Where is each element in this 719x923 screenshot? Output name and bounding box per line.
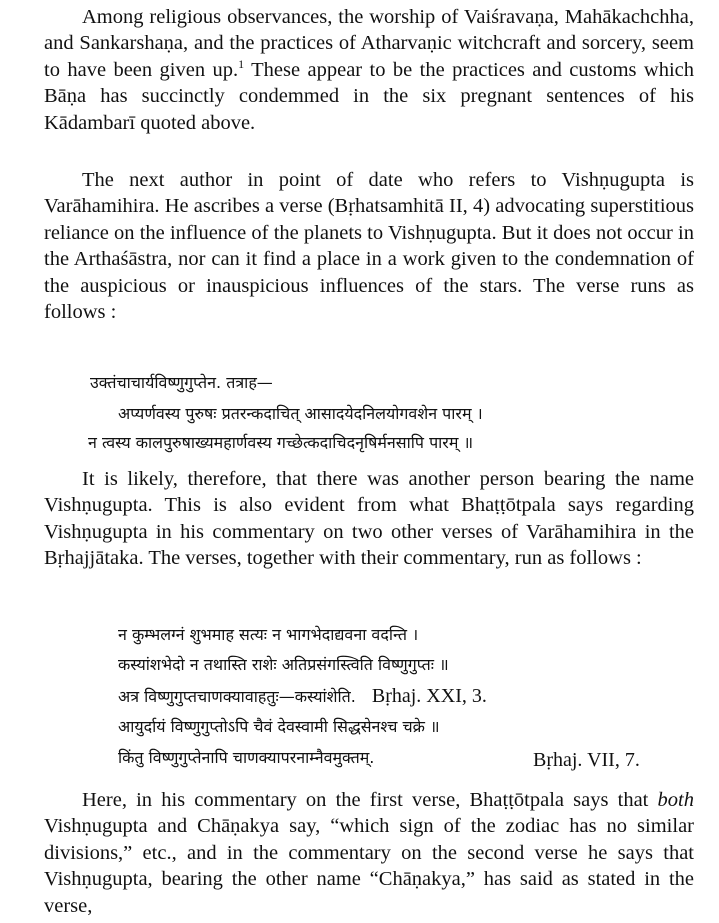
footnote-marker: 1	[238, 56, 245, 71]
verse-intro-line: उक्तंचाचार्यविष्णुगुप्तेन. तत्राह—	[90, 373, 273, 392]
commentary-verse-line: न कुम्भलग्नं शुभमाह सत्यः न भागभेदाद्यवना वदन्ति ।	[118, 625, 419, 644]
verse-line: न त्वस्य कालपुरुषाख्यमहार्णवस्य गच्छेत्कदाचिदनृषिर्मनसापि पारम् ॥	[88, 433, 474, 452]
commentary-verse-line	[118, 685, 487, 708]
paragraph-religious-observances	[44, 4, 694, 136]
paragraph-text-continued: Vishṇugupta and Chāṇakya say, “which sign of the zodiac has no similar divisions,” etc., and in the commentary on the second verse he says that Vishṇugupta, bearing the other name “Chāṇakya,” has said as stated in the verse,	[44, 815, 694, 917]
commentary-text: अत्र विष्णुगुप्तचाणक्यावाहतुः—कस्यांशेति.	[118, 687, 356, 706]
paragraph-another-vishnugupta: It is likely, therefore, that there was another person bearing the name Vishṇugupta. This is also evident from what Bhaṭṭōtpala says regarding Vishṇugupta in his commentary on two other verses of Varāhamihira in the Bṛhajjātaka. The verses, together with their commentary, run as follows :	[44, 468, 694, 570]
paragraph-text: Here, in his commentary on the first verse, Bhaṭṭōtpala says that	[82, 789, 658, 811]
commentary-verse-line: कस्यांशभेदो न तथास्ति राशेः अतिप्रसंगस्त्विति विष्णुगुप्तः ॥	[118, 655, 449, 674]
verse-line: अप्यर्णवस्य पुरुषः प्रतरन्कदाचित् आसादयेदनिलयोगवशेन पारम् ।	[118, 404, 483, 423]
verse-reference: Bṛhaj. VII, 7.	[533, 749, 640, 771]
paragraph-text: Among religious observances, the worship of Vaiśravaṇa, Mahākachchha, and Sankarshaṇa, and the practices of Atharvaṇic witchcraft and sorcery, seem to have been given up.	[44, 6, 694, 81]
commentary-verse-line: किंतु विष्णुगुप्तेनापि चाणक्यापरनाम्नैवमुक्तम्.	[118, 748, 375, 767]
commentary-verse-line: आयुर्दायं विष्णुगुप्तोऽपि चैवं देवस्वामी सिद्धसेनश्च चक्रे ॥	[118, 717, 440, 736]
emphasis-text: both	[657, 789, 694, 811]
paragraph-commentary-explanation	[44, 787, 694, 919]
paragraph-text-continued: These appear to be the practices and customs which Bāṇa has succinctly condemmed in the six pregnant sentences of his Kādambarī quoted above.	[44, 58, 695, 134]
verse-reference: Bṛhaj. XXI, 3.	[371, 685, 487, 707]
paragraph-varahamihira: The next author in point of date who refers to Vishṇugupta is Varāhamihira. He ascribes a verse (Bṛhatsamhitā II, 4) advocating superstitious reliance on the influence of the planets to Vishṇugupta. But it does not occur in the Arthaśāstra, nor can it find a place in a work given to the condemnation of the auspicious or inauspicious influences of the stars. The verse runs as follows :	[44, 169, 694, 324]
